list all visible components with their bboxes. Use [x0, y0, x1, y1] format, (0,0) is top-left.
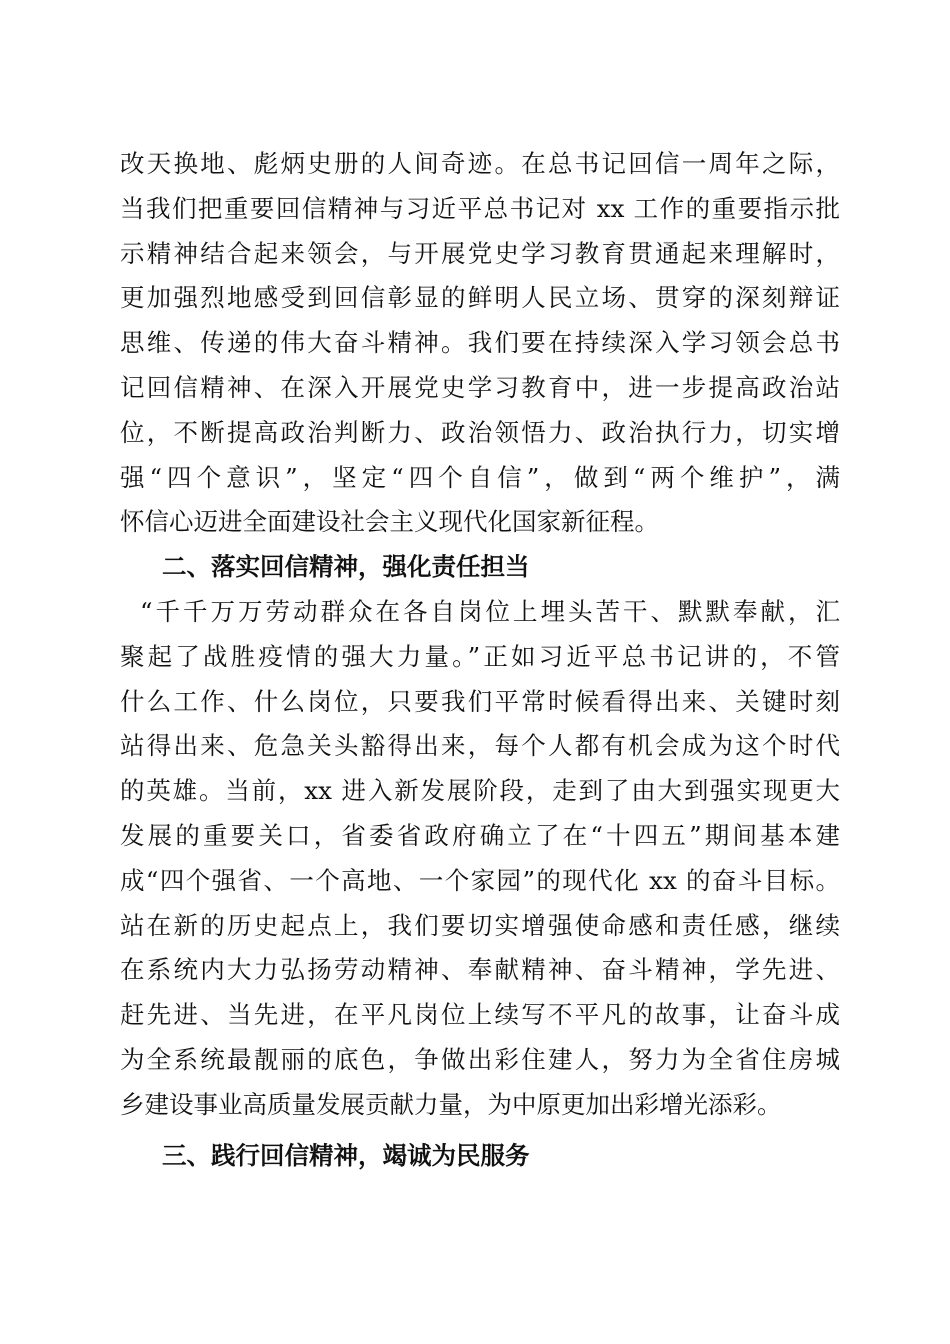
- text-line: 思维、传递的伟大奋斗精神。我们要在持续深入学习领会总书: [120, 328, 840, 358]
- text-line: 示精神结合起来领会，与开展党史学习教育贯通起来理解时，: [120, 238, 840, 268]
- text-line: 乡建设事业高质量发展贡献力量，为中原更加出彩增光添彩。: [120, 1089, 782, 1119]
- text-line: 站在新的历史起点上，我们要切实增强使命感和责任感，继续: [120, 910, 840, 940]
- text-line: 怀信心迈进全面建设社会主义现代化国家新征程。: [120, 507, 659, 537]
- paragraph-1: [120, 142, 840, 545]
- text-line: 发展的重要关口，省委省政府确立了在“十四五”期间基本建: [120, 820, 840, 850]
- text-line: 记回信精神、在深入开展党史学习教育中，进一步提高政治站: [120, 372, 840, 402]
- text-line: 为全系统最靓丽的底色，争做出彩住建人，努力为全省住房城: [120, 1044, 840, 1074]
- text-line: 位，不断提高政治判断力、政治领悟力、政治执行力，切实增: [120, 417, 840, 447]
- text-line: 的英雄。当前，xx 进入新发展阶段，走到了由大到强实现更大: [120, 776, 840, 806]
- text-line: 什么工作、什么岗位，只要我们平常时候看得出来、关键时刻: [120, 686, 840, 716]
- text-line: 改天换地、彪炳史册的人间奇迹。在总书记回信一周年之际，: [120, 149, 840, 178]
- paragraph-2: [120, 590, 840, 1128]
- section-heading-2: 二、落实回信精神，强化责任担当: [162, 552, 530, 582]
- document-body: [120, 142, 840, 1178]
- text-line: 站得出来、危急关头豁得出来，每个人都有机会成为这个时代: [120, 731, 840, 761]
- text-line: 在系统内大力弘扬劳动精神、奉献精神、奋斗精神，学先进、: [120, 955, 840, 985]
- text-line: 强“四个意识”，坚定“四个自信”，做到“两个维护”，满: [120, 462, 840, 492]
- text-line: 更加强烈地感受到回信彰显的鲜明人民立场、贯穿的深刻辩证: [120, 283, 840, 313]
- text-line: 当我们把重要回信精神与习近平总书记对 xx 工作的重要指示批: [120, 193, 840, 223]
- text-line: 聚起了战胜疫情的强大力量。”正如习近平总书记讲的，不管: [120, 641, 840, 671]
- section-heading-3: 三、践行回信精神，竭诚为民服务: [162, 1140, 530, 1170]
- text-line: 赶先进、当先进，在平凡岗位上续写不平凡的故事，让奋斗成: [120, 1000, 840, 1030]
- text-line: 成“四个强省、一个高地、一个家园”的现代化 xx 的奋斗目标。: [120, 865, 840, 895]
- text-line: “千千万万劳动群众在各自岗位上埋头苦干、默默奉献，汇: [140, 596, 840, 626]
